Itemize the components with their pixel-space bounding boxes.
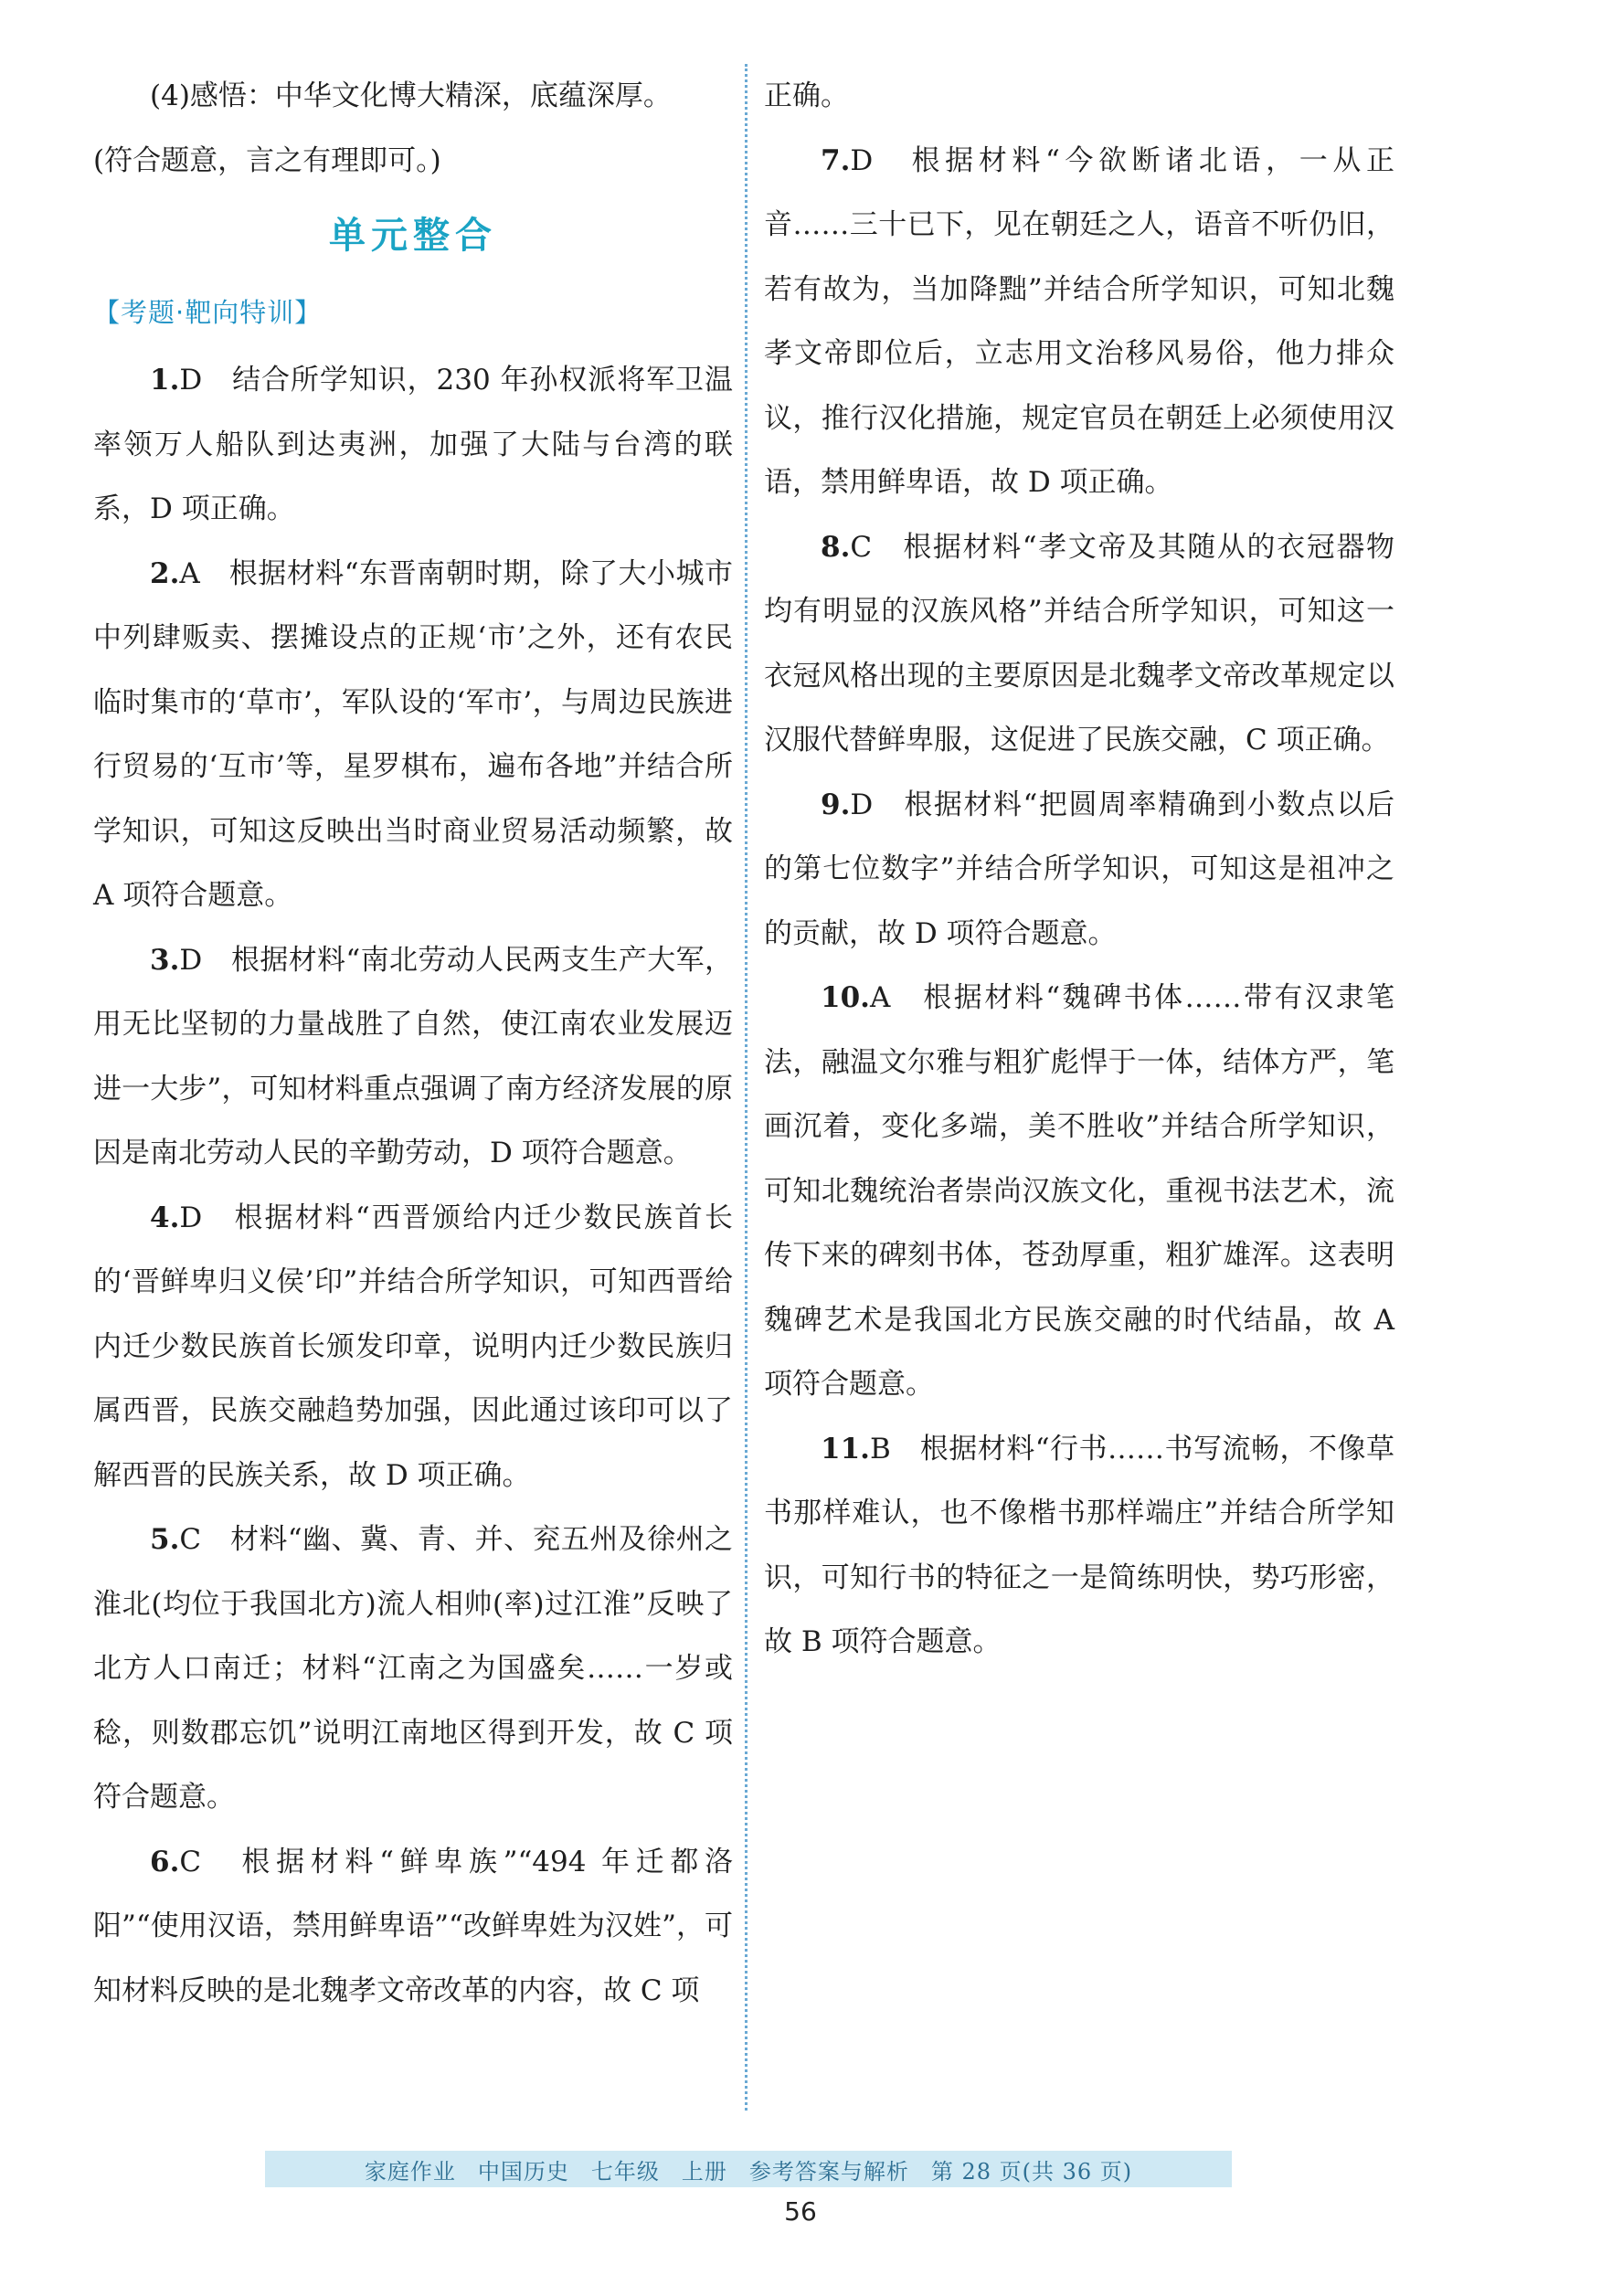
answer-item [764,773,1394,967]
continuation-text: 正确。 [764,79,849,112]
footer-page-info: 第 28 页(共 36 页) [930,2158,1133,2185]
answer-text: A 根据材料“魏碑书体……带有汉隶笔法，融温文尔雅与粗犷彪悍于一体，结体方严，笔画沉着，变化多端，美不胜收”并结合所学知识，可知北魏统治者崇尚汉族文化，重视书法艺术，流传下来的碑刻书体，苍劲厚重，粗犷雄浑。这表明魏碑艺术是我国北方民族交融的时代结晶，故 A 项符合题意。 [764,981,1394,1401]
answer-text: C 根据材料“鲜卑族”“494 年迁都洛阳”“使用汉语，禁用鲜卑语”“改鲜卑姓为汉姓”，可知材料反映的是北魏孝文帝改革的内容，故 C 项 [93,1845,733,2007]
answer-number: 6. [150,1845,180,1878]
answer-item [764,1417,1394,1675]
answer-item [764,966,1394,1417]
footer-grade: 七年级 [590,2158,660,2185]
section-tag: 【考题·靶向特训】 [93,297,323,328]
answer-number: 4. [150,1201,180,1234]
answer-item [764,515,1394,773]
footer-subject: 中国历史 [477,2158,569,2185]
answer-item [93,1186,733,1508]
right-column [764,64,1394,1675]
footer-series: 家庭作业 [364,2158,456,2185]
column-divider [745,64,747,2111]
answer-text: A 根据材料“东晋南朝时期，除了大小城市中列肆贩卖、摆摊设点的正规‘市’之外，还有农民临时集市的‘草市’，军队设的‘军市’，与周边民族进行贸易的‘互市’等，星罗棋布，遍布各地”并结合所学知识，可知这反映出当时商业贸易活动频繁，故 A 项符合题意。 [93,556,733,912]
answer-item [93,348,733,542]
answer-number: 9. [821,788,851,821]
answer-item [764,129,1394,515]
answer-text: D 根据材料“西晋颁给内迁少数民族首长的‘晋鲜卑归义侯’印”并结合所学知识，可知西晋给内迁少数民族首长颁发印章，说明内迁少数民族归属西晋，民族交融趋势加强，因此通过该印可以了解西晋的民族关系，故 D 项正确。 [93,1201,733,1492]
answer-item [93,928,733,1186]
page-number: 56 [784,2196,817,2227]
answer-text: C 根据材料“孝文帝及其随从的衣冠器物均有明显的汉族风格”并结合所学知识，可知这一衣冠风格出现的主要原因是北魏孝文帝改革规定以汉服代替鲜卑服，这促进了民族交融，C 项正确。 [764,530,1394,757]
answer-number: 2. [150,556,180,590]
answer-text: C 材料“幽、冀、青、并、兖五州及徐州之淮北(均位于我国北方)流人相帅(率)过江淮”反映了北方人口南迁；材料“江南之为国盛矣……一岁或稔，则数郡忘饥”说明江南地区得到开发，故 C 项符合题意。 [93,1523,733,1814]
answer-text: D 结合所学知识，230 年孙权派将军卫温率领万人船队到达夷洲，加强了大陆与台湾的联系，D 项正确。 [93,364,733,525]
answer-item [93,1830,733,2024]
answer-text: B 根据材料“行书……书写流畅，不像草书那样难认，也不像楷书那样端庄”并结合所学知识，可知行书的特征之一是简练明快，势巧形密，故 B 项符合题意。 [764,1432,1394,1658]
answer-number: 1. [150,364,180,397]
answer-number: 11. [821,1432,870,1465]
answer-number: 10. [821,981,870,1014]
intro-paragraph: (符合题意，言之有理即可。) [93,143,441,177]
footer-section: 参考答案与解析 [748,2158,909,2185]
answer-item [93,542,733,928]
answer-text: D 根据材料“把圆周率精确到小数点以后的第七位数字”并结合所学知识，可知这是祖冲之的贡献，故 D 项符合题意。 [764,788,1394,950]
footer-volume: 上册 [681,2158,727,2185]
answer-item [93,1508,733,1830]
section-title: 单元整合 [329,214,497,257]
left-column [93,64,733,2023]
answer-text: D 根据材料“今欲断诸北语，一从正音……三十已下，见在朝廷之人，语音不听仍旧，若有故为，当加降黜”并结合所学知识，可知北魏孝文帝即位后，立志用文治移风易俗，他力排众议，推行汉化措施，规定官员在朝廷上必须使用汉语，禁用鲜卑语，故 D 项正确。 [764,143,1394,499]
footer-band [265,2151,1232,2187]
answer-text: D 根据材料“南北劳动人民两支生产大军，用无比坚韧的力量战胜了自然，使江南农业发展迈进一大步”，可知材料重点强调了南方经济发展的原因是南北劳动人民的辛勤劳动，D 项符合题意。 [93,943,733,1169]
answer-number: 3. [150,943,180,977]
intro-paragraph: (4)感悟：中华文化博大精深，底蕴深厚。 [150,79,672,112]
answer-number: 5. [150,1523,180,1556]
answer-number: 8. [821,530,851,564]
answer-number: 7. [821,143,851,177]
